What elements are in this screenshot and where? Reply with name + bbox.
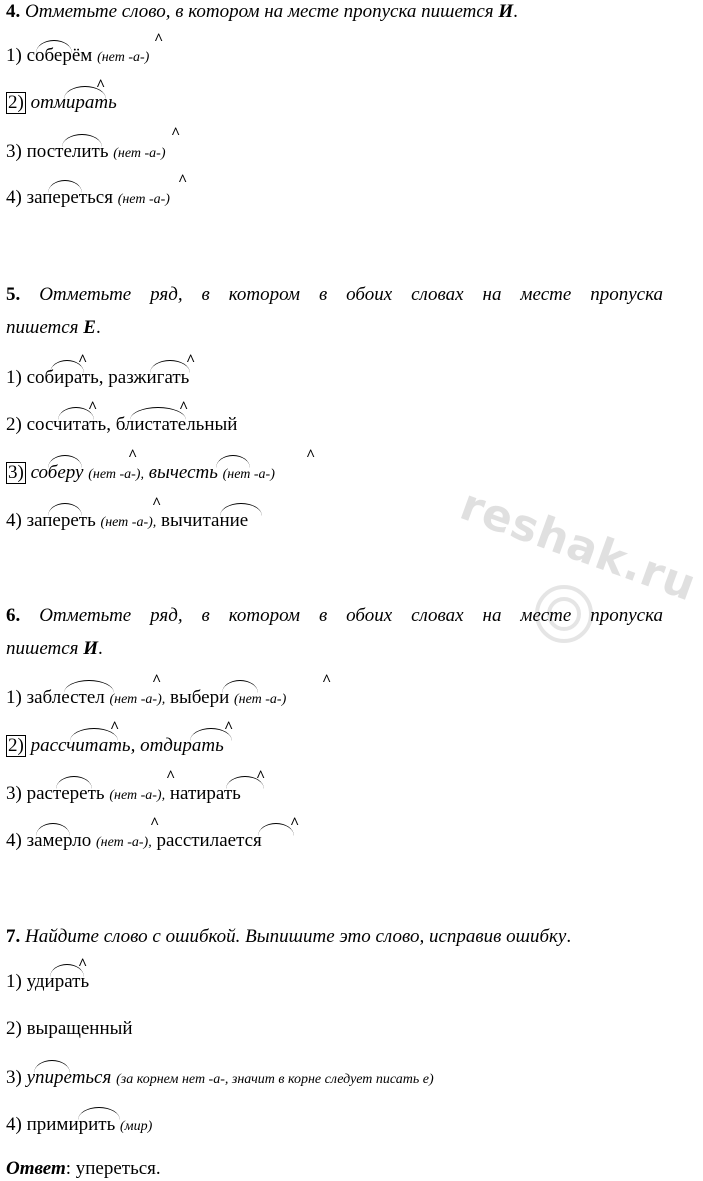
task7-option-1: 1) удирать: [6, 971, 90, 992]
task7-option-4: 4) примирить (мир): [6, 1114, 153, 1135]
watermark: reshak.ru: [453, 479, 703, 612]
task7-option-3: 3) упиреться (за корнем нет -а-, значит в корне следует писать е): [6, 1067, 434, 1088]
task6-option-1: 1) заблестел (нет -а-), выбери (нет -а-): [6, 687, 287, 708]
task4-option-1: 1) соберём (нет -а-): [6, 45, 150, 66]
task7-question: 7. Найдите слово с ошибкой. Выпишите это слово, исправив ошибку.: [6, 926, 572, 947]
root-arc: [48, 503, 82, 516]
root-arc: [34, 1060, 70, 1073]
task6-question-line1: 6. Отметьте ряд, в котором в обоих словах на месте пропуска: [6, 605, 664, 626]
caret-mark: ^: [110, 719, 120, 736]
task5-question-line1: 5. Отметьте ряд, в котором в обоих словах на месте пропуска: [6, 284, 664, 305]
root-arc: [150, 360, 190, 373]
task6-question-line2: пишется И.: [6, 638, 103, 659]
correct-answer-box: 2): [8, 92, 24, 113]
task5-option-1: 1) собирать, разжигать: [6, 367, 190, 388]
task5-question-line2: пишется Е.: [6, 317, 101, 338]
root-arc: [36, 823, 70, 836]
caret-mark: ^: [88, 399, 98, 416]
root-arc: [48, 455, 82, 468]
caret-mark: ^: [78, 352, 88, 369]
root-arc: [78, 1107, 120, 1120]
root-arc: [216, 455, 250, 468]
task6-option-3: 3) растереть (нет -а-), натирать: [6, 783, 241, 804]
task6-option-4: 4) замерло (нет -а-), расстилается: [6, 830, 262, 851]
caret-mark: ^: [224, 719, 234, 736]
task7-option-2: 2) выращенный: [6, 1018, 133, 1039]
root-arc: [36, 40, 72, 53]
task4-question: 4. Отметьте слово, в котором на месте пропуска пишется И.: [6, 1, 518, 22]
caret-mark: ^: [178, 172, 188, 189]
caret-mark: ^: [186, 352, 196, 369]
caret-mark: ^: [96, 77, 106, 94]
caret-mark: ^: [154, 31, 164, 48]
task4-option-4: 4) запереться (нет -а-): [6, 187, 170, 208]
task4-option-2: 2) отмирать: [8, 92, 117, 113]
caret-mark: ^: [179, 399, 189, 416]
root-arc: [258, 823, 294, 836]
root-arc: [48, 180, 82, 193]
root-arc: [62, 134, 102, 147]
task5-option-4: 4) запереть (нет -а-), вычитание: [6, 510, 249, 531]
caret-mark: ^: [166, 768, 176, 785]
caret-mark: ^: [290, 815, 300, 832]
caret-mark: ^: [78, 956, 88, 973]
root-arc: [222, 680, 258, 693]
root-arc: [220, 503, 262, 516]
task4-option-3: 3) постелить (нет -а-): [6, 141, 166, 162]
caret-mark: ^: [152, 672, 162, 689]
correct-answer-box: 3): [8, 462, 24, 483]
caret-mark: ^: [150, 815, 160, 832]
root-arc: [64, 680, 114, 693]
correct-answer-box: 2): [8, 735, 24, 756]
task5-option-3: 3) соберу (нет -а-), вычесть (нет -а-): [8, 462, 275, 483]
caret-mark: ^: [171, 125, 181, 142]
caret-mark: ^: [152, 495, 162, 512]
caret-mark: ^: [256, 768, 266, 785]
task6-option-2: 2) рассчитать, отдирать: [8, 735, 224, 756]
caret-mark: ^: [306, 447, 316, 464]
caret-mark: ^: [128, 447, 138, 464]
task5-option-2: 2) сосчитать, блистательный: [6, 414, 238, 435]
caret-mark: ^: [322, 672, 332, 689]
root-arc: [130, 407, 186, 420]
root-arc: [56, 776, 92, 789]
answer-line: Ответ: упереться.: [6, 1158, 161, 1179]
